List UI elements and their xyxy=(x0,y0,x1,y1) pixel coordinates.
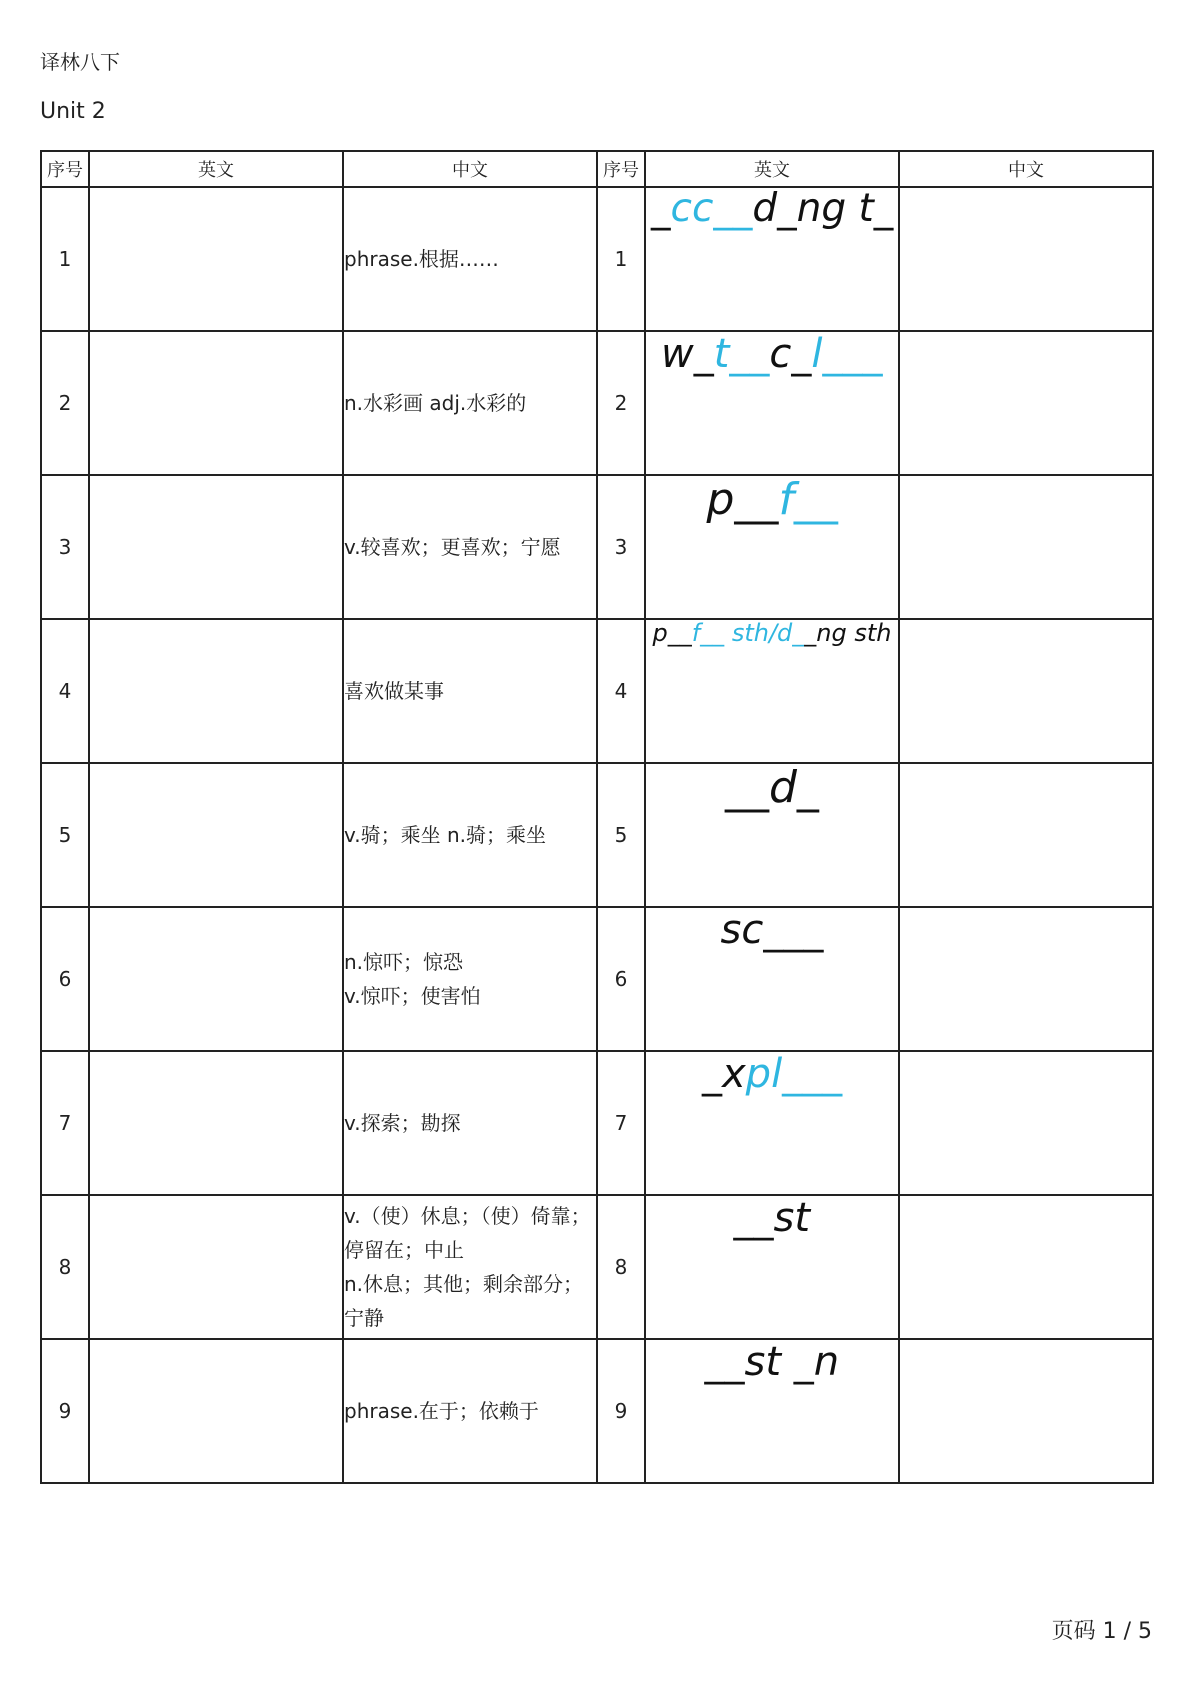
english-answer-cell[interactable] xyxy=(89,763,343,907)
row-number-right: 7 xyxy=(597,1051,645,1195)
table-row xyxy=(41,1051,1153,1195)
fill-in-blank-cell xyxy=(645,907,899,1051)
given-letters: _ng sth xyxy=(804,619,892,647)
english-answer-cell[interactable] xyxy=(89,1195,343,1339)
english-answer-cell[interactable] xyxy=(89,331,343,475)
chinese-meaning: phrase.根据…… xyxy=(343,187,597,331)
chinese-answer-cell[interactable] xyxy=(899,187,1153,331)
chinese-meaning: v.骑；乘坐 n.骑；乘坐 xyxy=(343,763,597,907)
hint-letters: t__ xyxy=(713,331,770,377)
header-chinese-right: 中文 xyxy=(899,151,1153,187)
book-title: 译林八下 xyxy=(40,50,120,74)
fill-in-blank-cell xyxy=(645,475,899,619)
row-number-right: 9 xyxy=(597,1339,645,1483)
table-row xyxy=(41,475,1153,619)
chinese-answer-cell[interactable] xyxy=(899,763,1153,907)
row-number-left: 7 xyxy=(41,1051,89,1195)
chinese-answer-cell[interactable] xyxy=(899,1339,1153,1483)
table-row xyxy=(41,763,1153,907)
row-number-right: 2 xyxy=(597,331,645,475)
chinese-meaning: n.惊吓；惊恐 v.惊吓；使害怕 xyxy=(343,907,597,1051)
row-number-right: 6 xyxy=(597,907,645,1051)
table-row xyxy=(41,1339,1153,1483)
header-english-right: 英文 xyxy=(645,151,899,187)
english-answer-cell[interactable] xyxy=(89,907,343,1051)
given-letters: c_ xyxy=(769,331,812,377)
chinese-answer-cell[interactable] xyxy=(899,475,1153,619)
given-letters: __st xyxy=(733,1195,811,1241)
vocabulary-table xyxy=(40,150,1154,1484)
row-number-left: 8 xyxy=(41,1195,89,1339)
table-row xyxy=(41,907,1153,1051)
table-body xyxy=(41,187,1153,1483)
blank-word xyxy=(661,332,883,376)
english-answer-cell[interactable] xyxy=(89,475,343,619)
header-num-left: 序号 xyxy=(41,151,89,187)
chinese-meaning: 喜欢做某事 xyxy=(343,619,597,763)
row-number-right: 1 xyxy=(597,187,645,331)
chinese-meaning: n.水彩画 adj.水彩的 xyxy=(343,331,597,475)
blank-word xyxy=(707,476,838,524)
row-number-right: 4 xyxy=(597,619,645,763)
given-letters: __st _n xyxy=(704,1339,840,1385)
blank-word xyxy=(734,1196,811,1240)
blank-word xyxy=(653,620,892,646)
blank-word xyxy=(705,1340,840,1384)
table-row xyxy=(41,1195,1153,1339)
given-letters: sc___ xyxy=(720,907,824,953)
row-number-right: 3 xyxy=(597,475,645,619)
hint-letters: f__ xyxy=(778,475,838,525)
row-number-left: 6 xyxy=(41,907,89,1051)
header-english-left: 英文 xyxy=(89,151,343,187)
blank-word xyxy=(721,908,824,952)
row-number-left: 3 xyxy=(41,475,89,619)
header-num-right: 序号 xyxy=(597,151,645,187)
row-number-left: 1 xyxy=(41,187,89,331)
row-number-right: 5 xyxy=(597,763,645,907)
row-number-left: 5 xyxy=(41,763,89,907)
given-letters: p__ xyxy=(706,475,779,525)
chinese-answer-cell[interactable] xyxy=(899,1195,1153,1339)
unit-title: Unit 2 xyxy=(40,99,106,124)
table-row xyxy=(41,187,1153,331)
fill-in-blank-cell xyxy=(645,1051,899,1195)
chinese-answer-cell[interactable] xyxy=(899,907,1153,1051)
chinese-answer-cell[interactable] xyxy=(899,1051,1153,1195)
given-letters: d_ng t_ xyxy=(752,187,894,231)
english-answer-cell[interactable] xyxy=(89,619,343,763)
row-number-right: 8 xyxy=(597,1195,645,1339)
page-number: 页码 1 / 5 xyxy=(1051,1619,1152,1644)
english-answer-cell[interactable] xyxy=(89,1051,343,1195)
fill-in-blank-cell xyxy=(645,619,899,763)
header-chinese-left: 中文 xyxy=(343,151,597,187)
blank-word xyxy=(651,188,893,231)
fill-in-blank-cell xyxy=(645,1195,899,1339)
blank-word xyxy=(702,1052,842,1096)
chinese-meaning: v.探索；勘探 xyxy=(343,1051,597,1195)
row-number-left: 9 xyxy=(41,1339,89,1483)
given-letters: _ xyxy=(651,187,671,231)
english-answer-cell[interactable] xyxy=(89,187,343,331)
chinese-meaning: v.（使）休息；（使）倚靠；停留在；中止 n.休息；其他；剩余部分；宁静 xyxy=(343,1195,597,1339)
hint-letters: l___ xyxy=(811,331,883,377)
blank-word xyxy=(725,764,819,812)
fill-in-blank-cell xyxy=(645,331,899,475)
chinese-answer-cell[interactable] xyxy=(899,331,1153,475)
table-row xyxy=(41,619,1153,763)
chinese-meaning: phrase.在于；依赖于 xyxy=(343,1339,597,1483)
hint-letters: cc__ xyxy=(670,187,753,231)
english-answer-cell[interactable] xyxy=(89,1339,343,1483)
table-header-row xyxy=(41,151,1153,187)
table-row xyxy=(41,331,1153,475)
given-letters: p__ xyxy=(652,619,692,647)
given-letters: w_ xyxy=(661,331,714,377)
row-number-left: 2 xyxy=(41,331,89,475)
given-letters: _x xyxy=(702,1051,746,1097)
chinese-meaning: v.较喜欢；更喜欢；宁愿 xyxy=(343,475,597,619)
fill-in-blank-cell xyxy=(645,187,899,331)
fill-in-blank-cell xyxy=(645,763,899,907)
hint-letters: pl___ xyxy=(745,1051,843,1097)
given-letters: __d_ xyxy=(725,763,819,813)
hint-letters: f__ sth/d_ xyxy=(691,619,805,647)
fill-in-blank-cell xyxy=(645,1339,899,1483)
row-number-left: 4 xyxy=(41,619,89,763)
chinese-answer-cell[interactable] xyxy=(899,619,1153,763)
